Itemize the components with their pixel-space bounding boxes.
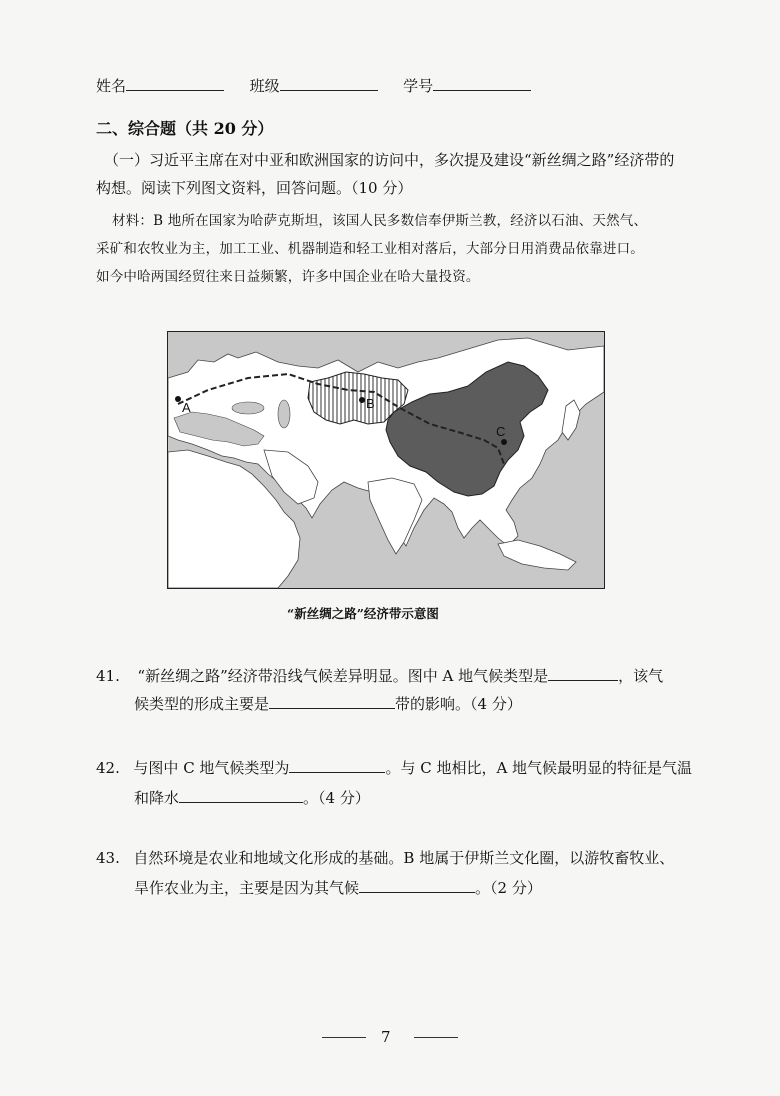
map-label-b: B (366, 396, 375, 411)
material-line-2: 采矿和农牧业为主，加工工业、机器制造和轻工业相对落后，大部分日用消费品依靠进口。 (96, 241, 644, 257)
class-field[interactable] (280, 74, 378, 91)
page-number: 7 (381, 1028, 391, 1046)
class-label: 班级 (249, 77, 280, 95)
answer-41-b-blank[interactable] (269, 694, 395, 709)
question-43-line-2 (134, 878, 542, 898)
silk-road-map (167, 331, 605, 589)
question-41-line-2 (134, 694, 522, 714)
intro-line-1: （一）习近平主席在对中亚和欧洲国家的访问中，多次提及建设“新丝绸之路”经济带的 (104, 151, 675, 169)
page-number-rule-left (322, 1037, 366, 1038)
question-43-text-a: 自然环境是农业和地域文化形成的基础。B 地属于伊斯兰文化圈，以游牧畜牧业、 (133, 849, 675, 867)
answer-41-a-blank[interactable] (548, 666, 618, 681)
question-42-text-d: 。（4 分） (303, 789, 370, 807)
material-line-3: 如今中哈两国经贸往来日益频繁，许多中国企业在哈大量投资。 (96, 269, 480, 285)
caspian-sea (278, 400, 290, 428)
question-41-text-d: 带的影响。（4 分） (395, 695, 522, 713)
question-42-text-b: 。与 C 地相比，A 地气候最明显的特征是气温 (385, 759, 693, 777)
question-41-text-a: “新丝绸之路”经济带沿线气候差异明显。图中 A 地气候类型是 (137, 667, 549, 685)
map-label-a: A (182, 400, 191, 415)
point-a-dot (175, 396, 181, 402)
black-sea (232, 402, 264, 414)
question-41-text-b: ，该气 (618, 667, 664, 685)
question-43-text-c: 。（2 分） (475, 879, 542, 897)
section-title: 二、综合题（共 20 分） (96, 119, 274, 138)
answer-42-a-blank[interactable] (289, 758, 385, 773)
intro-line-2: 构想。阅读下列图文资料，回答问题。（10 分） (96, 179, 413, 197)
student-info-row (96, 74, 531, 96)
question-43-line-1 (96, 848, 674, 868)
id-label: 学号 (403, 77, 434, 95)
question-43-number: 43. (96, 849, 120, 867)
name-label: 姓名 (96, 77, 127, 95)
answer-43-blank[interactable] (359, 878, 475, 893)
point-b-dot (359, 397, 365, 403)
question-43-text-b: 旱作农业为主，主要是因为其气候 (134, 879, 360, 897)
question-42-number: 42. (96, 759, 120, 777)
question-41-number: 41. (96, 667, 120, 685)
map-caption: “新丝绸之路”经济带示意图 (287, 606, 439, 621)
question-41-text-c: 候类型的形成主要是 (134, 695, 270, 713)
question-41-line-1 (96, 666, 663, 686)
material-line-1: 材料：B 地所在国家为哈萨克斯坦，该国人民多数信奉伊斯兰教，经济以石油、天然气、 (112, 213, 648, 229)
point-c-dot (501, 439, 507, 445)
question-42-line-2 (134, 788, 370, 808)
map-label-c: C (496, 424, 506, 439)
answer-42-b-blank[interactable] (179, 788, 303, 803)
question-42-text-c: 和降水 (134, 789, 180, 807)
question-42-line-1 (96, 758, 692, 778)
name-field[interactable] (126, 74, 224, 91)
page-number-rule-right (414, 1037, 458, 1038)
id-field[interactable] (433, 74, 531, 91)
question-42-text-a: 与图中 C 地气候类型为 (133, 759, 290, 777)
map-graphic (168, 332, 604, 588)
